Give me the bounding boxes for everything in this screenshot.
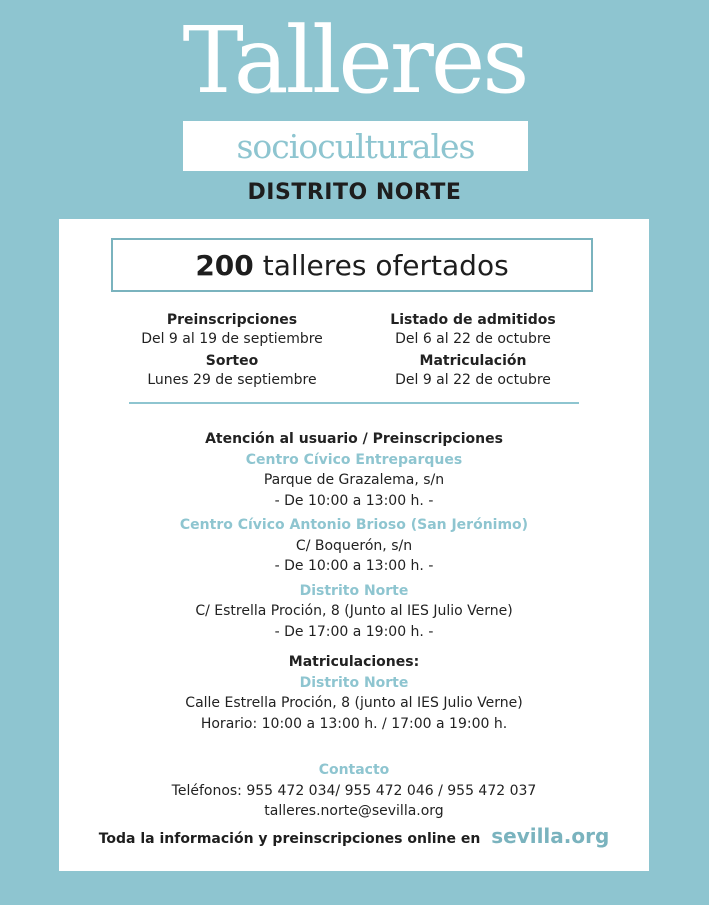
contact-heading: Contacto [318,762,390,778]
center-hours: - De 10:00 a 13:00 h. - [274,492,434,509]
date-value: Lunes 29 de septiembre [147,372,317,388]
date-label: Listado de admitidos [390,312,556,328]
date-label: Sorteo [205,353,259,369]
center-address: C/ Boquerón, s/n [295,537,413,554]
center-hours: - De 17:00 a 19:00 h. - [274,623,434,640]
center-name: Distrito Norte [299,582,409,599]
date-sorteo [102,352,362,390]
footer [59,824,649,848]
center-name: Centro Cívico Entreparques [245,451,463,468]
subtitle-banner [183,121,528,171]
subtitle: socioculturales [236,126,475,166]
contact-email: talleres.norte@sevilla.org [264,803,444,819]
title: Talleres [182,7,527,114]
offer-text: talleres ofertados [262,248,509,282]
info-section [59,429,649,822]
offer-box [111,238,593,292]
date-listado [343,311,603,349]
center-address: C/ Estrella Proción, 8 (Junto al IES Julio Verne) [195,603,513,619]
offer-count: 200 [195,248,254,282]
date-label: Preinscripciones [166,312,298,328]
district-name: DISTRITO NORTE [247,180,462,205]
date-value: Del 9 al 19 de septiembre [141,331,323,347]
footer-text: Toda la información y preinscripciones online en [98,831,481,847]
center-name: Centro Cívico Antonio Brioso (San Jerónimo) [179,517,529,533]
date-value: Del 6 al 22 de octubre [395,331,551,347]
attention-heading: Atención al usuario / Preinscripciones [205,431,503,447]
website-link[interactable]: sevilla.org [491,824,610,848]
divider [129,402,579,404]
date-label: Matriculación [419,353,527,369]
dates-grid [59,311,649,393]
info-panel [59,219,649,871]
enrollment-heading: Matriculaciones: [288,654,420,670]
date-preinscripciones [102,311,362,349]
contact-phones: Teléfonos: 955 472 034/ 955 472 046 / 955 472 037 [171,782,537,799]
enrollment-name: Distrito Norte [299,674,409,691]
date-value: Del 9 al 22 de octubre [395,372,551,388]
date-matriculacion [343,352,603,390]
enrollment-address: Calle Estrella Proción, 8 (junto al IES Julio Verne) [185,695,523,711]
enrollment-hours: Horario: 10:00 a 13:00 h. / 17:00 a 19:00 h. [200,715,508,732]
center-address: Parque de Grazalema, s/n [263,472,445,488]
center-hours: - De 10:00 a 13:00 h. - [274,558,434,574]
